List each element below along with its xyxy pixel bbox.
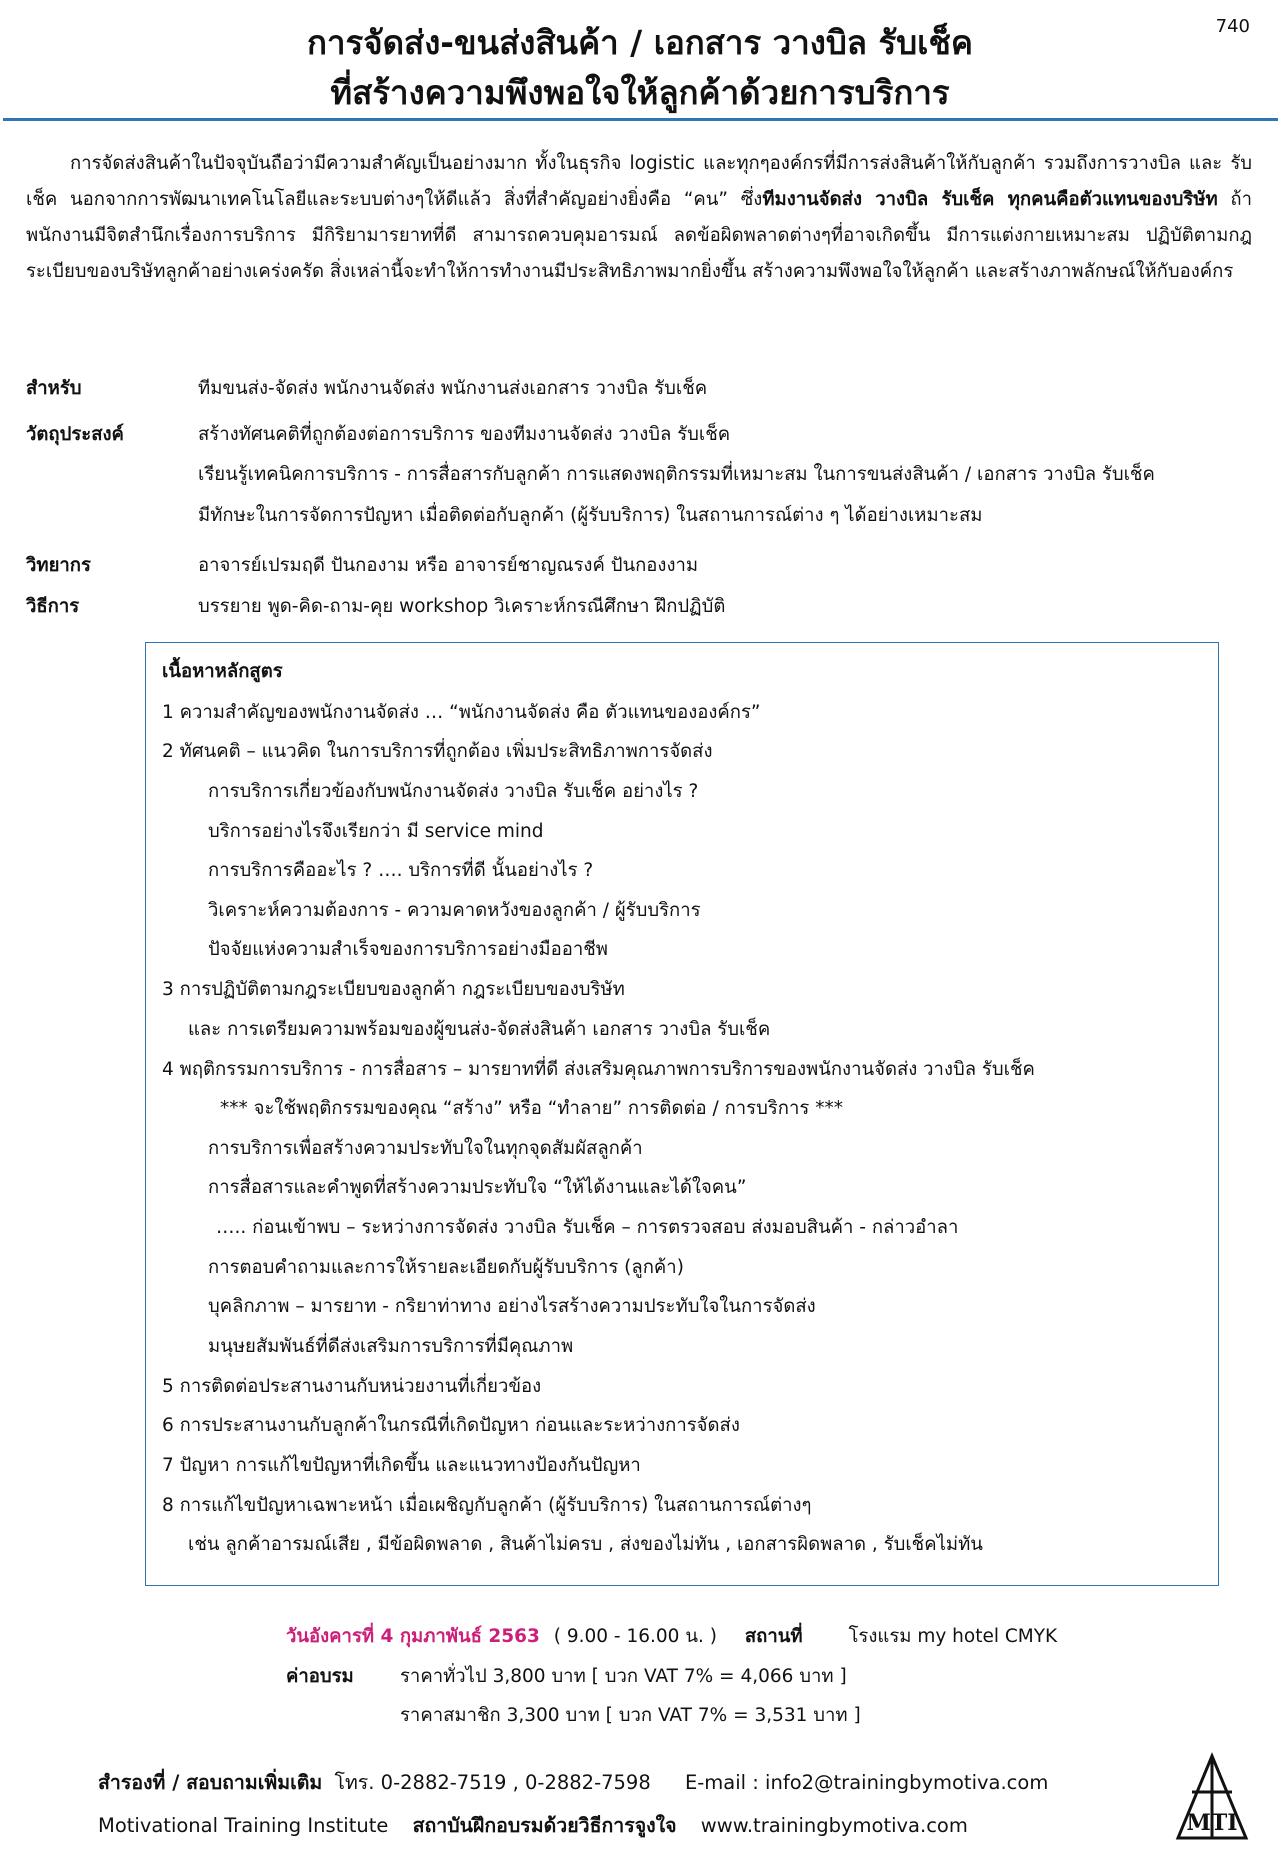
for-value: ทีมขนส่ง-จัดส่ง พนักงานจัดส่ง พนักงานส่งเอกสาร วางบิล รับเช็ค <box>198 378 708 399</box>
intro-bold: ทีมงานจัดส่ง วางบิล รับเช็ค ทุกคนคือตัวแทนของบริษัท <box>762 189 1218 210</box>
course-line: 4 พฤติกรรมการบริการ - การสื่อสาร – มารยาทที่ดี ส่งเสริมคุณภาพการบริการของพนักงานจัดส่ง วางบิล รับเช็ค <box>162 1059 1035 1080</box>
event-date-line <box>286 1622 1057 1651</box>
for-label: สำหรับ <box>26 378 82 399</box>
course-line: 2 ทัศนคติ – แนวคิด ในการบริการที่ถูกต้อง เพิ่มประสิทธิภาพการจัดส่ง <box>162 741 713 762</box>
title-divider <box>3 118 1278 121</box>
page-title <box>0 18 1280 118</box>
course-line: การบริการเพื่อสร้างความประทับใจในทุกจุดสัมผัสลูกค้า <box>208 1138 643 1159</box>
objective-label: วัตถุประสงค์ <box>26 424 124 445</box>
objective-3: มีทักษะในการจัดการปัญหา เมื่อติดต่อกับลูกค้า (ผู้รับบริการ) ในสถานการณ์ต่าง ๆ ได้อย่างเหมาะสม <box>198 505 983 526</box>
contact-line <box>98 1767 1048 1798</box>
speaker-value: อาจารย์เปรมฤดี ปันกองาม หรือ อาจารย์ชาญณรงค์ ปันกองงาม <box>198 555 699 576</box>
fee-member: ราคาสมาชิก 3,300 บาท [ บวก VAT 7% = 3,531 บาท ] <box>400 1705 861 1726</box>
course-line: บุคลิกภาพ – มารยาท - กริยาท่าทาง อย่างไรสร้างความประทับใจในการจัดส่ง <box>208 1296 816 1317</box>
website-link[interactable]: www.trainingbymotiva.com <box>700 1814 968 1837</box>
course-line: การตอบคำถามและการให้รายละเอียดกับผู้รับบริการ (ลูกค้า) <box>208 1257 684 1278</box>
course-line: 1 ความสำคัญของพนักงานจัดส่ง … “พนักงานจัดส่ง คือ ตัวแทนขององค์กร” <box>162 702 761 723</box>
objective-1: สร้างทัศนคติที่ถูกต้องต่อการบริการ ของทีมงานจัดส่ง วางบิล รับเช็ค <box>198 424 731 445</box>
event-date: วันอังคารที่ 4 กุมภาพันธ์ 2563 <box>286 1626 540 1647</box>
title-line-2: ที่สร้างความพึงพอใจให้ลูกค้าด้วยการบริการ <box>330 73 950 112</box>
course-line: 6 การประสานงานกับลูกค้าในกรณีที่เกิดปัญหา ก่อนและระหว่างการจัดส่ง <box>162 1415 740 1436</box>
footer-line <box>98 1810 968 1841</box>
course-line: 7 ปัญหา การแก้ไขปัญหาที่เกิดขึ้น และแนวทางป้องกันปัญหา <box>162 1455 641 1476</box>
contact-email[interactable]: E-mail : info2@trainingbymotiva.com <box>684 1771 1049 1794</box>
page-number: 740 <box>1215 16 1250 37</box>
contact-phones: โทร. 0-2882-7519 , 0-2882-7598 <box>334 1771 651 1794</box>
course-line: ….. ก่อนเข้าพบ – ระหว่างการจัดส่ง วางบิล รับเช็ค – การตรวจสอบ ส่งมอบสินค้า - กล่าวอำลา <box>216 1217 959 1238</box>
title-line-1: การจัดส่ง-ขนส่งสินค้า / เอกสาร วางบิล รับเช็ค <box>307 23 973 62</box>
course-heading: เนื้อหาหลักสูตร <box>162 661 283 682</box>
course-line: การบริการเกี่ยวข้องกับพนักงานจัดส่ง วางบิล รับเช็ค อย่างไร ? <box>208 781 699 802</box>
intro-text-1: การจัดส่งสินค้าในปัจจุบันถือว่ามีความสำคัญเป็นอย่างมาก ทั้งในธุรกิจ logistic และทุกๆองค์กรที่มีการส่งสินค้าให้กับลูกค้า รวมถึงการวางบิล และ รับเช็ค นอกจากการพัฒนาเทคโนโลยีและระบบต่างๆให้ดีแล้ว สิ่งที่สำคัญอย่างยิ่งคือ “คน” ซึ่ง <box>26 153 1252 210</box>
course-line: 8 การแก้ไขปัญหาเฉพาะหน้า เมื่อเผชิญกับลูกค้า (ผู้รับบริการ) ในสถานการณ์ต่างๆ <box>162 1495 812 1516</box>
fee-row <box>286 1662 354 1691</box>
course-content-box <box>145 642 1219 1586</box>
org-name-en: Motivational Training Institute <box>98 1814 389 1837</box>
course-line: 3 การปฏิบัติตามกฎระเบียบของลูกค้า กฎระเบียบของบริษัท <box>162 979 625 1000</box>
method-value: บรรยาย พูด-คิด-ถาม-คุย workshop วิเคราะห์กรณีศึกษา ฝึกปฏิบัติ <box>198 596 726 617</box>
fee-general: ราคาทั่วไป 3,800 บาท [ บวก VAT 7% = 4,066 บาท ] <box>400 1666 847 1687</box>
org-name-th: สถาบันฝึกอบรมด้วยวิธีการจูงใจ <box>412 1814 677 1837</box>
venue-label: สถานที่ <box>744 1626 803 1647</box>
intro-text-2: ถ้าพนักงานมีจิตสำนึกเรื่องการบริการ มีกิริยามารยาทที่ดี สามารถควบคุมอารมณ์ ลดข้อผิดพลาดต่างๆที่อาจเกิดขึ้น มีการแต่งกายเหมาะสม ปฏิบัติตามกฎระเบียบของบริษัทลูกค้าอย่างเคร่งครัด สิ่งเหล่านี้จะทำให้การทำงานมีประสิทธิภาพมากยิ่งขึ้น สร้างความพึงพอใจให้ลูกค้า และสร้างภาพลักษณ์ให้กับองค์กร <box>26 189 1252 282</box>
venue-value: โรงแรม my hotel CMYK <box>848 1626 1058 1647</box>
method-label: วิธีการ <box>26 596 80 617</box>
contact-label: สำรองที่ / สอบถามเพิ่มเติม <box>98 1771 323 1794</box>
course-line: การบริการคืออะไร ? …. บริการที่ดี นั้นอย่างไร ? <box>208 860 594 881</box>
course-line: เช่น ลูกค้าอารมณ์เสีย , มีข้อผิดพลาด , สินค้าไม่ครบ , ส่งของไม่ทัน , เอกสารผิดพลาด , รับเช็คไม่ทัน <box>188 1534 983 1555</box>
course-line: วิเคราะห์ความต้องการ - ความคาดหวังของลูกค้า / ผู้รับบริการ <box>208 900 701 921</box>
speaker-label: วิทยากร <box>26 555 91 576</box>
event-time: ( 9.00 - 16.00 น. ) <box>553 1626 717 1647</box>
course-line: มนุษยสัมพันธ์ที่ดีส่งเสริมการบริการที่มีคุณภาพ <box>208 1336 574 1357</box>
intro-paragraph <box>26 146 1252 290</box>
course-line: บริการอย่างไรจึงเรียกว่า มี service mind <box>208 821 544 842</box>
mti-logo-icon <box>1172 1752 1252 1842</box>
course-line: 5 การติดต่อประสานงานกับหน่วยงานที่เกี่ยวข้อง <box>162 1376 542 1397</box>
course-line: และ การเตรียมความพร้อมของผู้ขนส่ง-จัดส่งสินค้า เอกสาร วางบิล รับเช็ค <box>188 1019 771 1040</box>
svg-text:MTI: MTI <box>1186 1810 1238 1836</box>
course-line: การสื่อสารและคำพูดที่สร้างความประทับใจ “ให้ได้งานและได้ใจคน” <box>208 1177 747 1198</box>
fee-label: ค่าอบรม <box>286 1666 354 1687</box>
objective-2: เรียนรู้เทคนิคการบริการ - การสื่อสารกับลูกค้า การแสดงพฤติกรรมที่เหมาะสม ในการขนส่งสินค้า / เอกสาร วางบิล รับเช็ค <box>198 464 1155 485</box>
course-line: *** จะใช้พฤติกรรมของคุณ “สร้าง” หรือ “ทำลาย” การติดต่อ / การบริการ *** <box>220 1098 843 1119</box>
course-line: ปัจจัยแห่งความสำเร็จของการบริการอย่างมืออาชีพ <box>208 939 608 960</box>
